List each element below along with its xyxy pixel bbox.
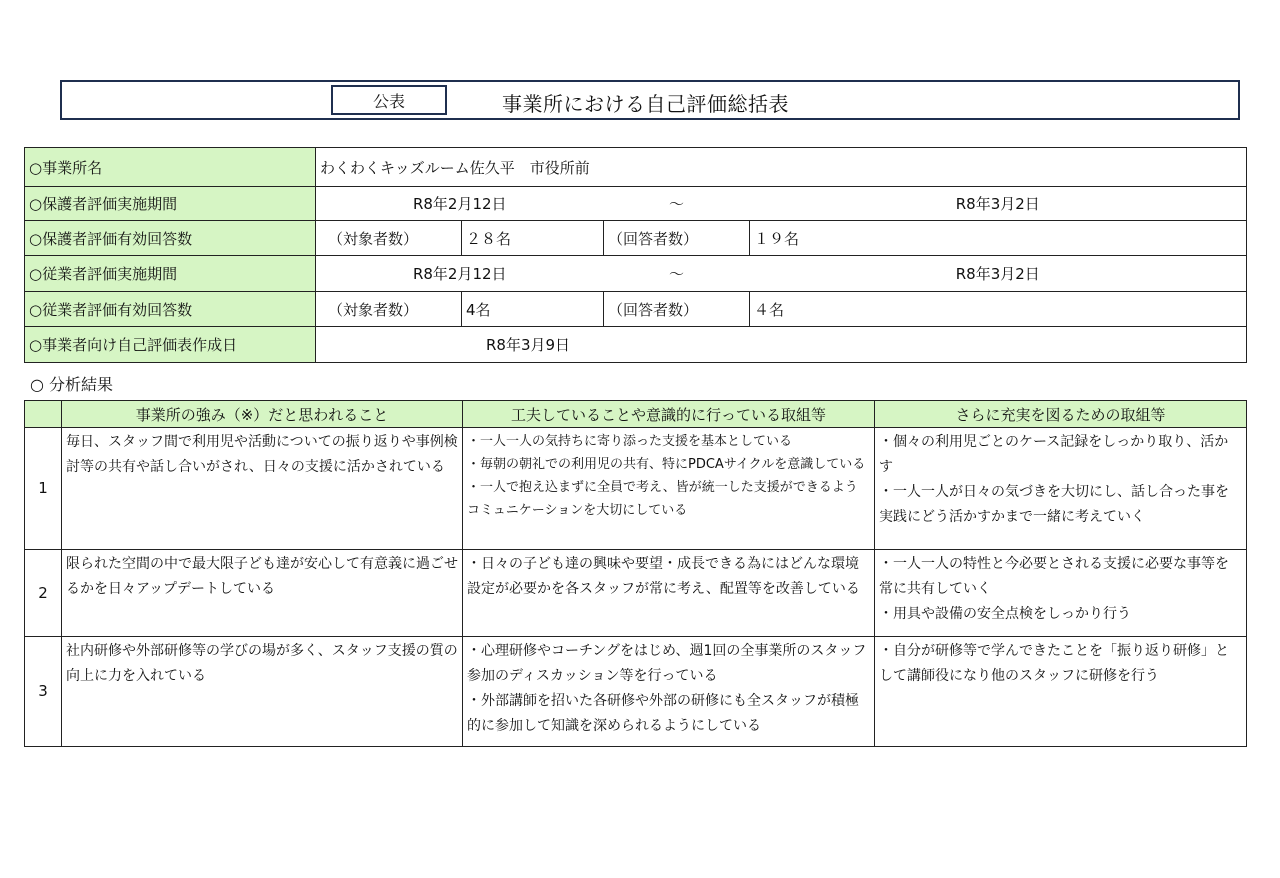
header-efforts: 工夫していることや意識的に行っている取組等 bbox=[463, 401, 875, 428]
staff-answer-label: （回答者数） bbox=[604, 292, 750, 327]
efforts-item: ・一人で抱え込まずに全員で考え、皆が統一した支援ができるようコミュニケーションを大切にしている bbox=[467, 480, 858, 518]
public-badge: 公表 bbox=[331, 85, 447, 115]
improve-cell bbox=[875, 428, 1247, 550]
staff-resp-label: ○従業者評価有効回答数 bbox=[25, 292, 316, 327]
strength-cell: 毎日、スタッフ間で利用児や活動についての振り返りや事例検討等の共有や話し合いがされ、日々の支援に活かされている bbox=[62, 428, 463, 550]
improve-item: ・自分が研修等で学んできたことを「振り返り研修」として講師役になり他のスタッフに研修を行う bbox=[879, 643, 1229, 684]
guardian-answer-value: １９名 bbox=[750, 221, 1247, 256]
header-improve: さらに充実を図るための取組等 bbox=[875, 401, 1247, 428]
office-row bbox=[25, 148, 1247, 187]
improve-item: ・一人一人が日々の気づきを大切にし、話し合った事を実践にどう活かすかまで一緒に考えていく bbox=[879, 484, 1229, 525]
row-number: 3 bbox=[25, 637, 62, 747]
info-table bbox=[24, 147, 1247, 363]
staff-period-end: R8年3月2日 bbox=[750, 256, 1247, 292]
efforts-item: ・毎朝の朝礼での利用児の共有、特にPDCAサイクルを意識している bbox=[467, 457, 866, 472]
efforts-item: ・外部講師を招いた各研修や外部の研修にも全スタッフが積極的に参加して知識を深められるようにしている bbox=[467, 693, 859, 734]
guardian-answer-label: （回答者数） bbox=[604, 221, 750, 256]
staff-period-start: R8年2月12日 bbox=[316, 256, 604, 292]
staff-target-label: （対象者数） bbox=[316, 292, 462, 327]
row-number: 2 bbox=[25, 550, 62, 637]
guardian-period-sep: ～ bbox=[604, 187, 750, 221]
created-label: ○事業者向け自己評価表作成日 bbox=[25, 327, 316, 363]
improve-item: ・用具や設備の安全点検をしっかり行う bbox=[879, 606, 1131, 622]
staff-period-sep: ～ bbox=[604, 256, 750, 292]
guardian-target-value: ２８名 bbox=[462, 221, 604, 256]
analysis-header-row bbox=[25, 401, 1247, 428]
strength-cell: 社内研修や外部研修等の学びの場が多く、スタッフ支援の質の向上に力を入れている bbox=[62, 637, 463, 747]
staff-answer-value: ４名 bbox=[750, 292, 1247, 327]
office-name: わくわくキッズルーム佐久平 市役所前 bbox=[316, 148, 1247, 187]
row-number: 1 bbox=[25, 428, 62, 550]
staff-resp-row bbox=[25, 292, 1247, 327]
header-strength: 事業所の強み（※）だと思われること bbox=[62, 401, 463, 428]
staff-period-row bbox=[25, 256, 1247, 292]
efforts-cell bbox=[463, 428, 875, 550]
title-box bbox=[60, 80, 1240, 120]
guardian-resp-label: ○保護者評価有効回答数 bbox=[25, 221, 316, 256]
analysis-section-title: ○ 分析結果 bbox=[30, 375, 114, 394]
created-date: R8年3月9日 bbox=[316, 327, 1247, 363]
table-row bbox=[25, 550, 1247, 637]
efforts-item: ・心理研修やコーチングをはじめ、週1回の全事業所のスタッフ参加のディスカッション等を行っている bbox=[467, 643, 867, 684]
created-row bbox=[25, 327, 1247, 363]
analysis-table bbox=[24, 400, 1247, 747]
guardian-period-end: R8年3月2日 bbox=[750, 187, 1247, 221]
efforts-cell bbox=[463, 637, 875, 747]
header-number bbox=[25, 401, 62, 428]
guardian-period-row bbox=[25, 187, 1247, 221]
guardian-target-label: （対象者数） bbox=[316, 221, 462, 256]
strength-cell: 限られた空間の中で最大限子ども達が安心して有意義に過ごせるかを日々アップデートしている bbox=[62, 550, 463, 637]
staff-period-label: ○従業者評価実施期間 bbox=[25, 256, 316, 292]
improve-cell bbox=[875, 550, 1247, 637]
table-row bbox=[25, 637, 1247, 747]
improve-item: ・個々の利用児ごとのケース記録をしっかり取り、活かす bbox=[879, 434, 1229, 475]
guardian-period-label: ○保護者評価実施期間 bbox=[25, 187, 316, 221]
guardian-period-start: R8年2月12日 bbox=[316, 187, 604, 221]
efforts-item: ・一人一人の気持ちに寄り添った支援を基本としている bbox=[467, 434, 793, 449]
staff-target-value: 4名 bbox=[462, 292, 604, 327]
improve-item: ・一人一人の特性と今必要とされる支援に必要な事等を常に共有していく bbox=[879, 556, 1229, 597]
table-row bbox=[25, 428, 1247, 550]
page-title: 事業所における自己評価総括表 bbox=[502, 92, 789, 116]
office-label: ○事業所名 bbox=[25, 148, 316, 187]
improve-cell bbox=[875, 637, 1247, 747]
efforts-item: ・日々の子ども達の興味や要望・成長できる為にはどんな環境設定が必要かを各スタッフが常に考え、配置等を改善している bbox=[467, 556, 860, 597]
guardian-resp-row bbox=[25, 221, 1247, 256]
efforts-cell bbox=[463, 550, 875, 637]
